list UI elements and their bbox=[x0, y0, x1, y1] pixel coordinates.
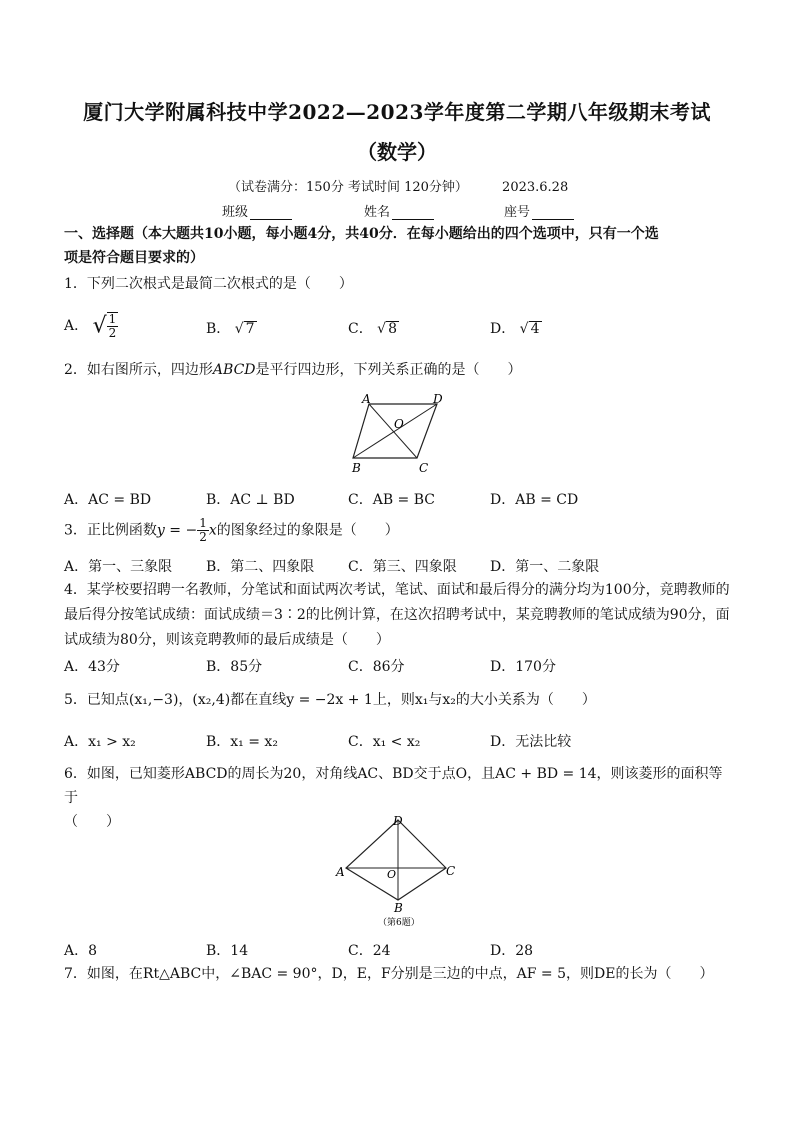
q4-option-b: B．85分 bbox=[206, 659, 263, 675]
q1-option-d: D． √ 4 bbox=[490, 321, 540, 337]
q6-stem: 6．如图，已知菱形ABCD的周长为20，对角线AC、BD交于点O，且AC + BD = 14，则该菱形的面积等于 （ ） bbox=[64, 766, 723, 830]
q4-option-c: C．86分 bbox=[348, 659, 405, 675]
q1-option-c: C． √ 8 bbox=[348, 321, 398, 337]
exam-subtitle: （数学） bbox=[357, 140, 437, 164]
label-c: C bbox=[419, 461, 429, 475]
q2-option-b: B．AC ⊥ BD bbox=[206, 492, 295, 508]
q3-option-d: D．第一、二象限 bbox=[490, 559, 600, 575]
q4-option-a: A．43分 bbox=[64, 659, 120, 675]
class-field[interactable]: 班级 bbox=[222, 201, 292, 220]
diagonal-ac bbox=[369, 404, 417, 458]
label-o: O bbox=[387, 868, 397, 881]
label-b: B bbox=[352, 461, 361, 475]
q2-stem: 2．如右图所示，四边形ABCD是平行四边形，下列关系正确的是（ ） bbox=[64, 362, 522, 378]
q5-option-a: A．x₁ > x₂ bbox=[64, 734, 136, 750]
q5-option-b: B．x₁ = x₂ bbox=[206, 734, 278, 750]
exam-title: 厦门大学附属科技中学2022—2023学年度第二学期八年级期末考试 bbox=[83, 100, 711, 124]
q5-option-d: D．无法比较 bbox=[490, 734, 572, 750]
label-a: A bbox=[336, 865, 345, 879]
label-a: A bbox=[362, 392, 371, 406]
q6-option-a: A．8 bbox=[64, 943, 98, 959]
name-field[interactable]: 姓名 bbox=[364, 201, 434, 220]
seat-field[interactable]: 座号 bbox=[504, 201, 574, 220]
section-1-heading: 一、选择题（本大题共10小题，每小题4分，共40分．在每小题给出的四个选项中，只有一个选 项是符合题目要求的） bbox=[64, 226, 659, 266]
parallelogram-figure bbox=[345, 390, 450, 478]
figure-caption: （第6题） bbox=[378, 918, 420, 928]
exam-date: 2023.6.28 bbox=[502, 180, 569, 195]
label-o: O bbox=[394, 417, 404, 431]
q2-option-c: C．AB = BC bbox=[348, 492, 436, 508]
q3-stem: 3．正比例函数y = − $\frac{1}{2}$ x的图象经过的象限是（ ） bbox=[64, 516, 399, 544]
q6-option-d: D．28 bbox=[490, 943, 534, 959]
exam-duration: （试卷满分：150分 考试时间 120分钟） bbox=[228, 180, 468, 195]
q1-option-b: B． √ 7 bbox=[206, 321, 255, 337]
q3-option-a: A．第一、三象限 bbox=[64, 559, 173, 575]
q6-option-c: C．24 bbox=[348, 943, 391, 959]
q4-stem: 4．某学校要招聘一名教师，分笔试和面试两次考试，笔试、面试和最后得分的满分均为100分，竞聘教师的 最后得分按笔试成绩：面试成绩＝3∶2的比例计算，在这次招聘考试中，某竞聘教师的笔试成绩为90分，面 试成绩为80分，则该竞聘教师的最后成绩是（ ） bbox=[64, 582, 730, 648]
q2-option-d: D．AB = CD bbox=[490, 492, 579, 508]
label-c: C bbox=[446, 864, 456, 878]
q5-stem: 5．已知点(x₁,−3)，(x₂,4)都在直线y = −2x + 1上，则x₁与x₂的大小关系为（ ） bbox=[64, 692, 596, 708]
q1-option-a: A． √ $\frac{1}{2}$ bbox=[64, 312, 117, 340]
q3-option-b: B．第二、四象限 bbox=[206, 559, 315, 575]
diagonal-bd bbox=[353, 404, 437, 458]
q3-option-c: C．第三、四象限 bbox=[348, 559, 457, 575]
rhombus-figure bbox=[334, 812, 464, 932]
rhombus-outline bbox=[346, 820, 446, 900]
q2-option-a: A．AC = BD bbox=[64, 492, 152, 508]
q4-option-d: D．170分 bbox=[490, 659, 556, 675]
q6-option-b: B．14 bbox=[206, 943, 249, 959]
exam-info bbox=[228, 176, 598, 195]
label-b: B bbox=[394, 901, 403, 915]
q7-stem: 7．如图，在Rt△ABC中，∠BAC = 90°，D，E，F分别是三边的中点，AF = 5，则DE的长为（ ） bbox=[64, 966, 714, 982]
q5-option-c: C．x₁ < x₂ bbox=[348, 734, 421, 750]
label-d: D bbox=[433, 392, 443, 406]
q1-stem: 1．下列二次根式是最简二次根式的是（ ） bbox=[64, 276, 353, 292]
label-d: D bbox=[393, 814, 403, 828]
